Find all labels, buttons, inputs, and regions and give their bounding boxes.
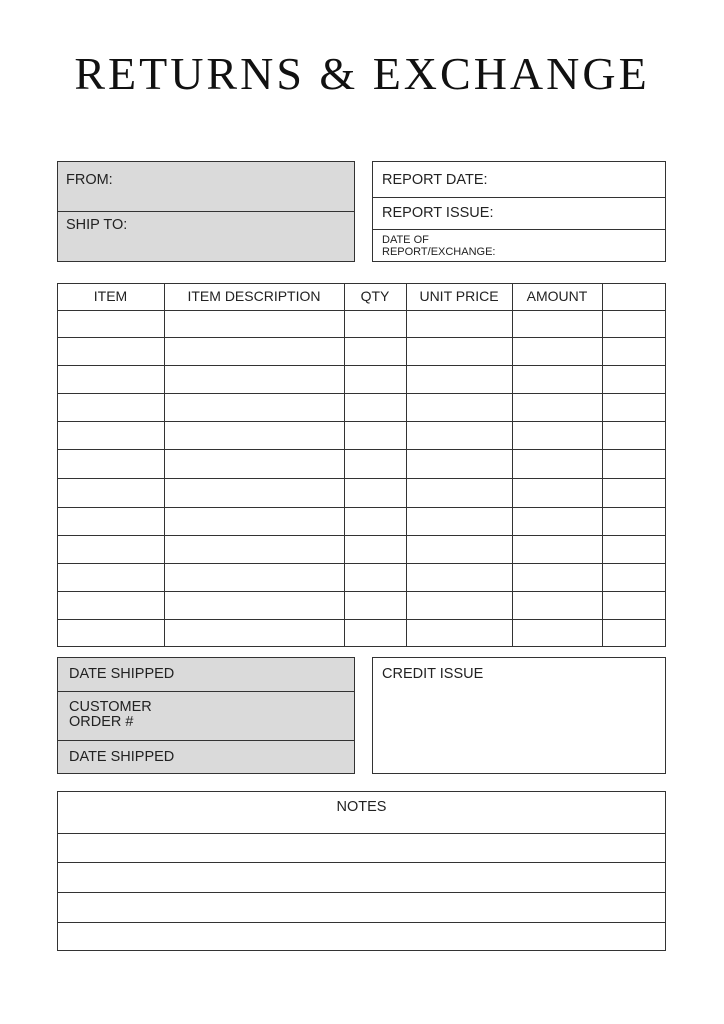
table-row[interactable]	[58, 366, 665, 393]
table-row[interactable]	[58, 564, 665, 591]
credit-issue-label: CREDIT ISSUE	[382, 666, 484, 682]
notes-field[interactable]	[58, 863, 665, 892]
column-header-description: ITEM DESCRIPTION	[187, 288, 321, 304]
column-header-item: ITEM	[93, 288, 128, 304]
date-shipped-field-2[interactable]	[200, 743, 350, 771]
from-label: FROM:	[66, 172, 113, 188]
shipping-divider-2	[57, 740, 355, 741]
table-row[interactable]	[58, 311, 665, 337]
from-field[interactable]	[150, 166, 350, 208]
ship-to-field[interactable]	[150, 214, 350, 258]
notes-field[interactable]	[58, 923, 665, 950]
table-row[interactable]	[58, 394, 665, 421]
shipping-divider-1	[57, 691, 355, 692]
table-row[interactable]	[58, 479, 665, 507]
date-of-label-line1: DATE OF	[382, 234, 429, 246]
date-of-report-field[interactable]	[500, 232, 660, 259]
table-row[interactable]	[58, 536, 665, 563]
table-row[interactable]	[58, 450, 665, 478]
customer-order-label-line2: ORDER #	[69, 714, 134, 730]
report-issue-field[interactable]	[500, 200, 660, 227]
column-header-qty: QTY	[360, 288, 390, 304]
credit-issue-field[interactable]	[376, 688, 662, 770]
table-row[interactable]	[58, 592, 665, 619]
date-shipped-label-2: DATE SHIPPED	[69, 749, 175, 765]
column-header-amount: AMOUNT	[526, 288, 588, 304]
report-date-field[interactable]	[500, 164, 660, 194]
report-divider-2	[372, 229, 666, 230]
date-shipped-field[interactable]	[200, 660, 350, 689]
table-row[interactable]	[58, 338, 665, 365]
column-header-extra	[602, 283, 666, 310]
customer-order-field[interactable]	[200, 694, 350, 738]
notes-field[interactable]	[58, 834, 665, 862]
notes-field[interactable]	[58, 893, 665, 922]
date-of-label-line2: REPORT/EXCHANGE:	[382, 246, 496, 258]
table-row[interactable]	[58, 620, 665, 646]
report-divider-1	[372, 197, 666, 198]
address-divider	[57, 211, 355, 212]
customer-order-label-line1: CUSTOMER	[69, 699, 152, 715]
report-date-label: REPORT DATE:	[382, 172, 488, 188]
ship-to-label: SHIP TO:	[66, 217, 128, 233]
table-row[interactable]	[58, 422, 665, 449]
column-header-unit-price: UNIT PRICE	[419, 288, 499, 304]
table-row[interactable]	[58, 508, 665, 535]
notes-label: NOTES	[336, 799, 387, 815]
page-title: RETURNS & EXCHANGE	[74, 48, 650, 99]
report-issue-label: REPORT ISSUE:	[382, 205, 494, 221]
date-shipped-label: DATE SHIPPED	[69, 666, 175, 682]
